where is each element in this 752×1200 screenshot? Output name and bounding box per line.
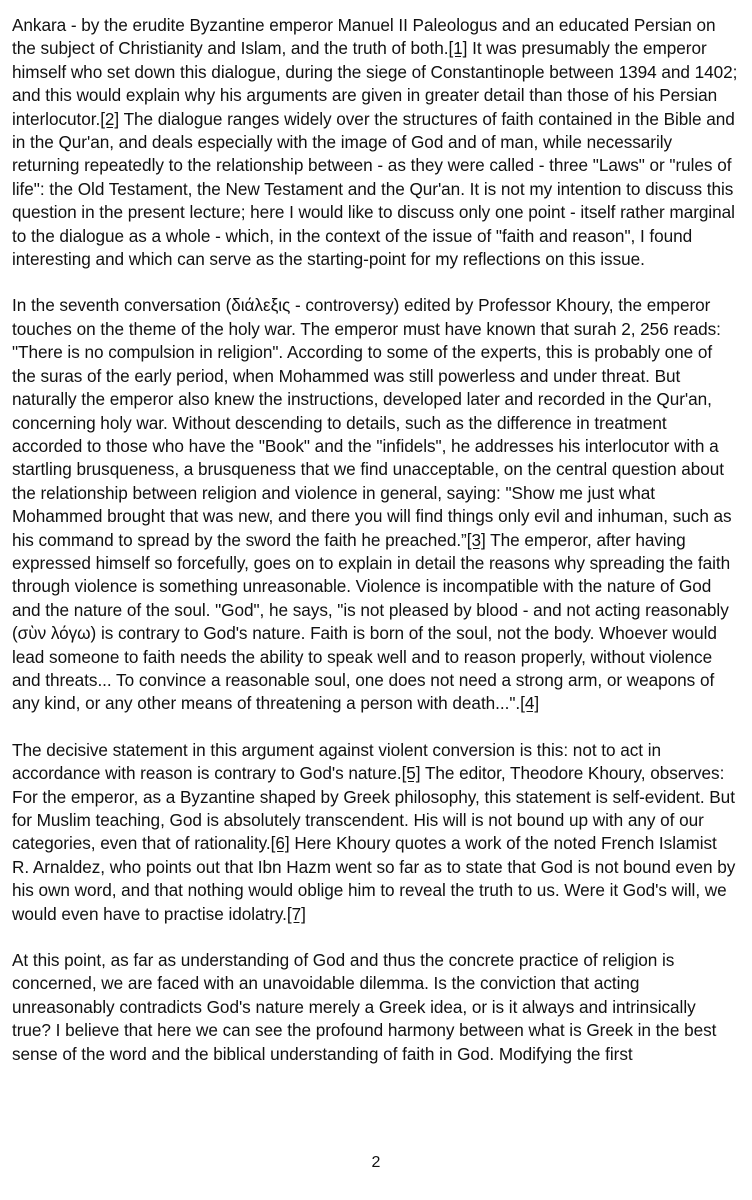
- paragraph: [12, 294, 738, 715]
- paragraph-text: It was presumably the emperor himself who set down this dialogue, during the siege of Constantinople between 1394 and 1402; and this would explain why his arguments are given in greater detail than those of his Persian interlocutor.: [12, 38, 738, 129]
- paragraph-text: At this point, as far as understanding of God and thus the concrete practice of religion is concerned, we are faced with an unavoidable dilemma. Is the conviction that acting unreasonably contradicts God's nature merely a Greek idea, or is it always and intrinsically true? I believe that here we can see the profound harmony between what is Greek in the best sense of the word and the biblical understanding of faith in God. Modifying the first: [12, 950, 717, 1064]
- paragraph-text: The editor, Theodore Khoury, observes: For the emperor, as a Byzantine shaped by Greek philosophy, this statement is self-evident. But for Muslim teaching, God is absolutely transcendent. His will is not bound up with any of our categories, even that of rationality.: [12, 763, 735, 854]
- footnote-link[interactable]: [2]: [100, 108, 120, 129]
- paragraph-text: In the seventh conversation (διάλεξις - controversy) edited by Professor Khoury, the emperor touches on the theme of the holy war. The emperor must have known that surah 2, 256 reads: "There is no compulsion in religion". According to some of the experts, this is probably one of the suras of the early period, when Mohammed was still powerless and under threat. But naturally the emperor also knew the instructions, developed later and recorded in the Qur'an, concerning holy war. Without descending to details, such as the difference in treatment accorded to those who have the "Book" and the "infidels", he addresses his interlocutor with a startling brusqueness, a brusqueness that we find unacceptable, on the central question about the relationship between religion and violence in general, saying: "Show me just what Mohammed brought that was new, and there you will find things only evil and inhuman, such as his command to spread by the sword the faith he preached.”: [12, 295, 732, 550]
- paragraph-text: The decisive statement in this argument against violent conversion is this: not to act in accordance with reason is contrary to God's nature.: [12, 739, 662, 784]
- paragraph-text: The emperor, after having expressed himself so forcefully, goes on to explain in detail the reasons why spreading the faith through violence is something unreasonable. Violence is incompatible with the nature of God and the nature of the soul. "God", he says, "is not pleased by blood - and not acting reasonably (σὺν λόγω) is contrary to God's nature. Faith is born of the soul, not the body. Whoever would lead someone to faith needs the ability to speak well and to reason properly, without violence and threats... To convince a reasonable soul, one does not need a strong arm, or weapons of any kind, or any other means of threatening a person with death...".: [12, 529, 731, 714]
- paragraph: [12, 14, 738, 271]
- document-page: [12, 14, 738, 1089]
- paragraph-text: Ankara - by the erudite Byzantine emperor Manuel II Paleologus and an educated Persian on the subject of Christianity and Islam, and the truth of both.: [12, 15, 716, 59]
- footnote-link[interactable]: [6]: [270, 833, 290, 854]
- paragraph-text: Here Khoury quotes a work of the noted French Islamist R. Arnaldez, who points out that Ibn Hazm went so far as to state that God is not bound even by his own word, and that nothing would oblige him to reveal the truth to us. Were it God's will, we would even have to practise idolatry.: [12, 833, 736, 924]
- paragraph: [12, 739, 738, 926]
- page-number: 2: [371, 1154, 381, 1171]
- paragraph-text: The dialogue ranges widely over the structures of faith contained in the Bible and in the Qur'an, and deals especially with the image of God and of man, while necessarily returning repeatedly to the relationship between - as they were called - three "Laws" or "rules of life": the Old Testament, the New Testament and the Qur'an. It is not my intention to discuss this question in the present lecture; here I would like to discuss only one point - itself rather marginal to the dialogue as a whole - which, in the context of the issue of "faith and reason", I found interesting and which can serve as the starting-point for my reflections on this issue.: [12, 108, 735, 270]
- footnote-link[interactable]: [7]: [286, 903, 306, 924]
- footnote-link[interactable]: [3]: [466, 529, 486, 550]
- paragraph: [12, 949, 738, 1066]
- footnote-link[interactable]: [5]: [401, 763, 421, 784]
- footnote-link[interactable]: [4]: [520, 693, 540, 714]
- footnote-link[interactable]: [1]: [448, 38, 468, 59]
